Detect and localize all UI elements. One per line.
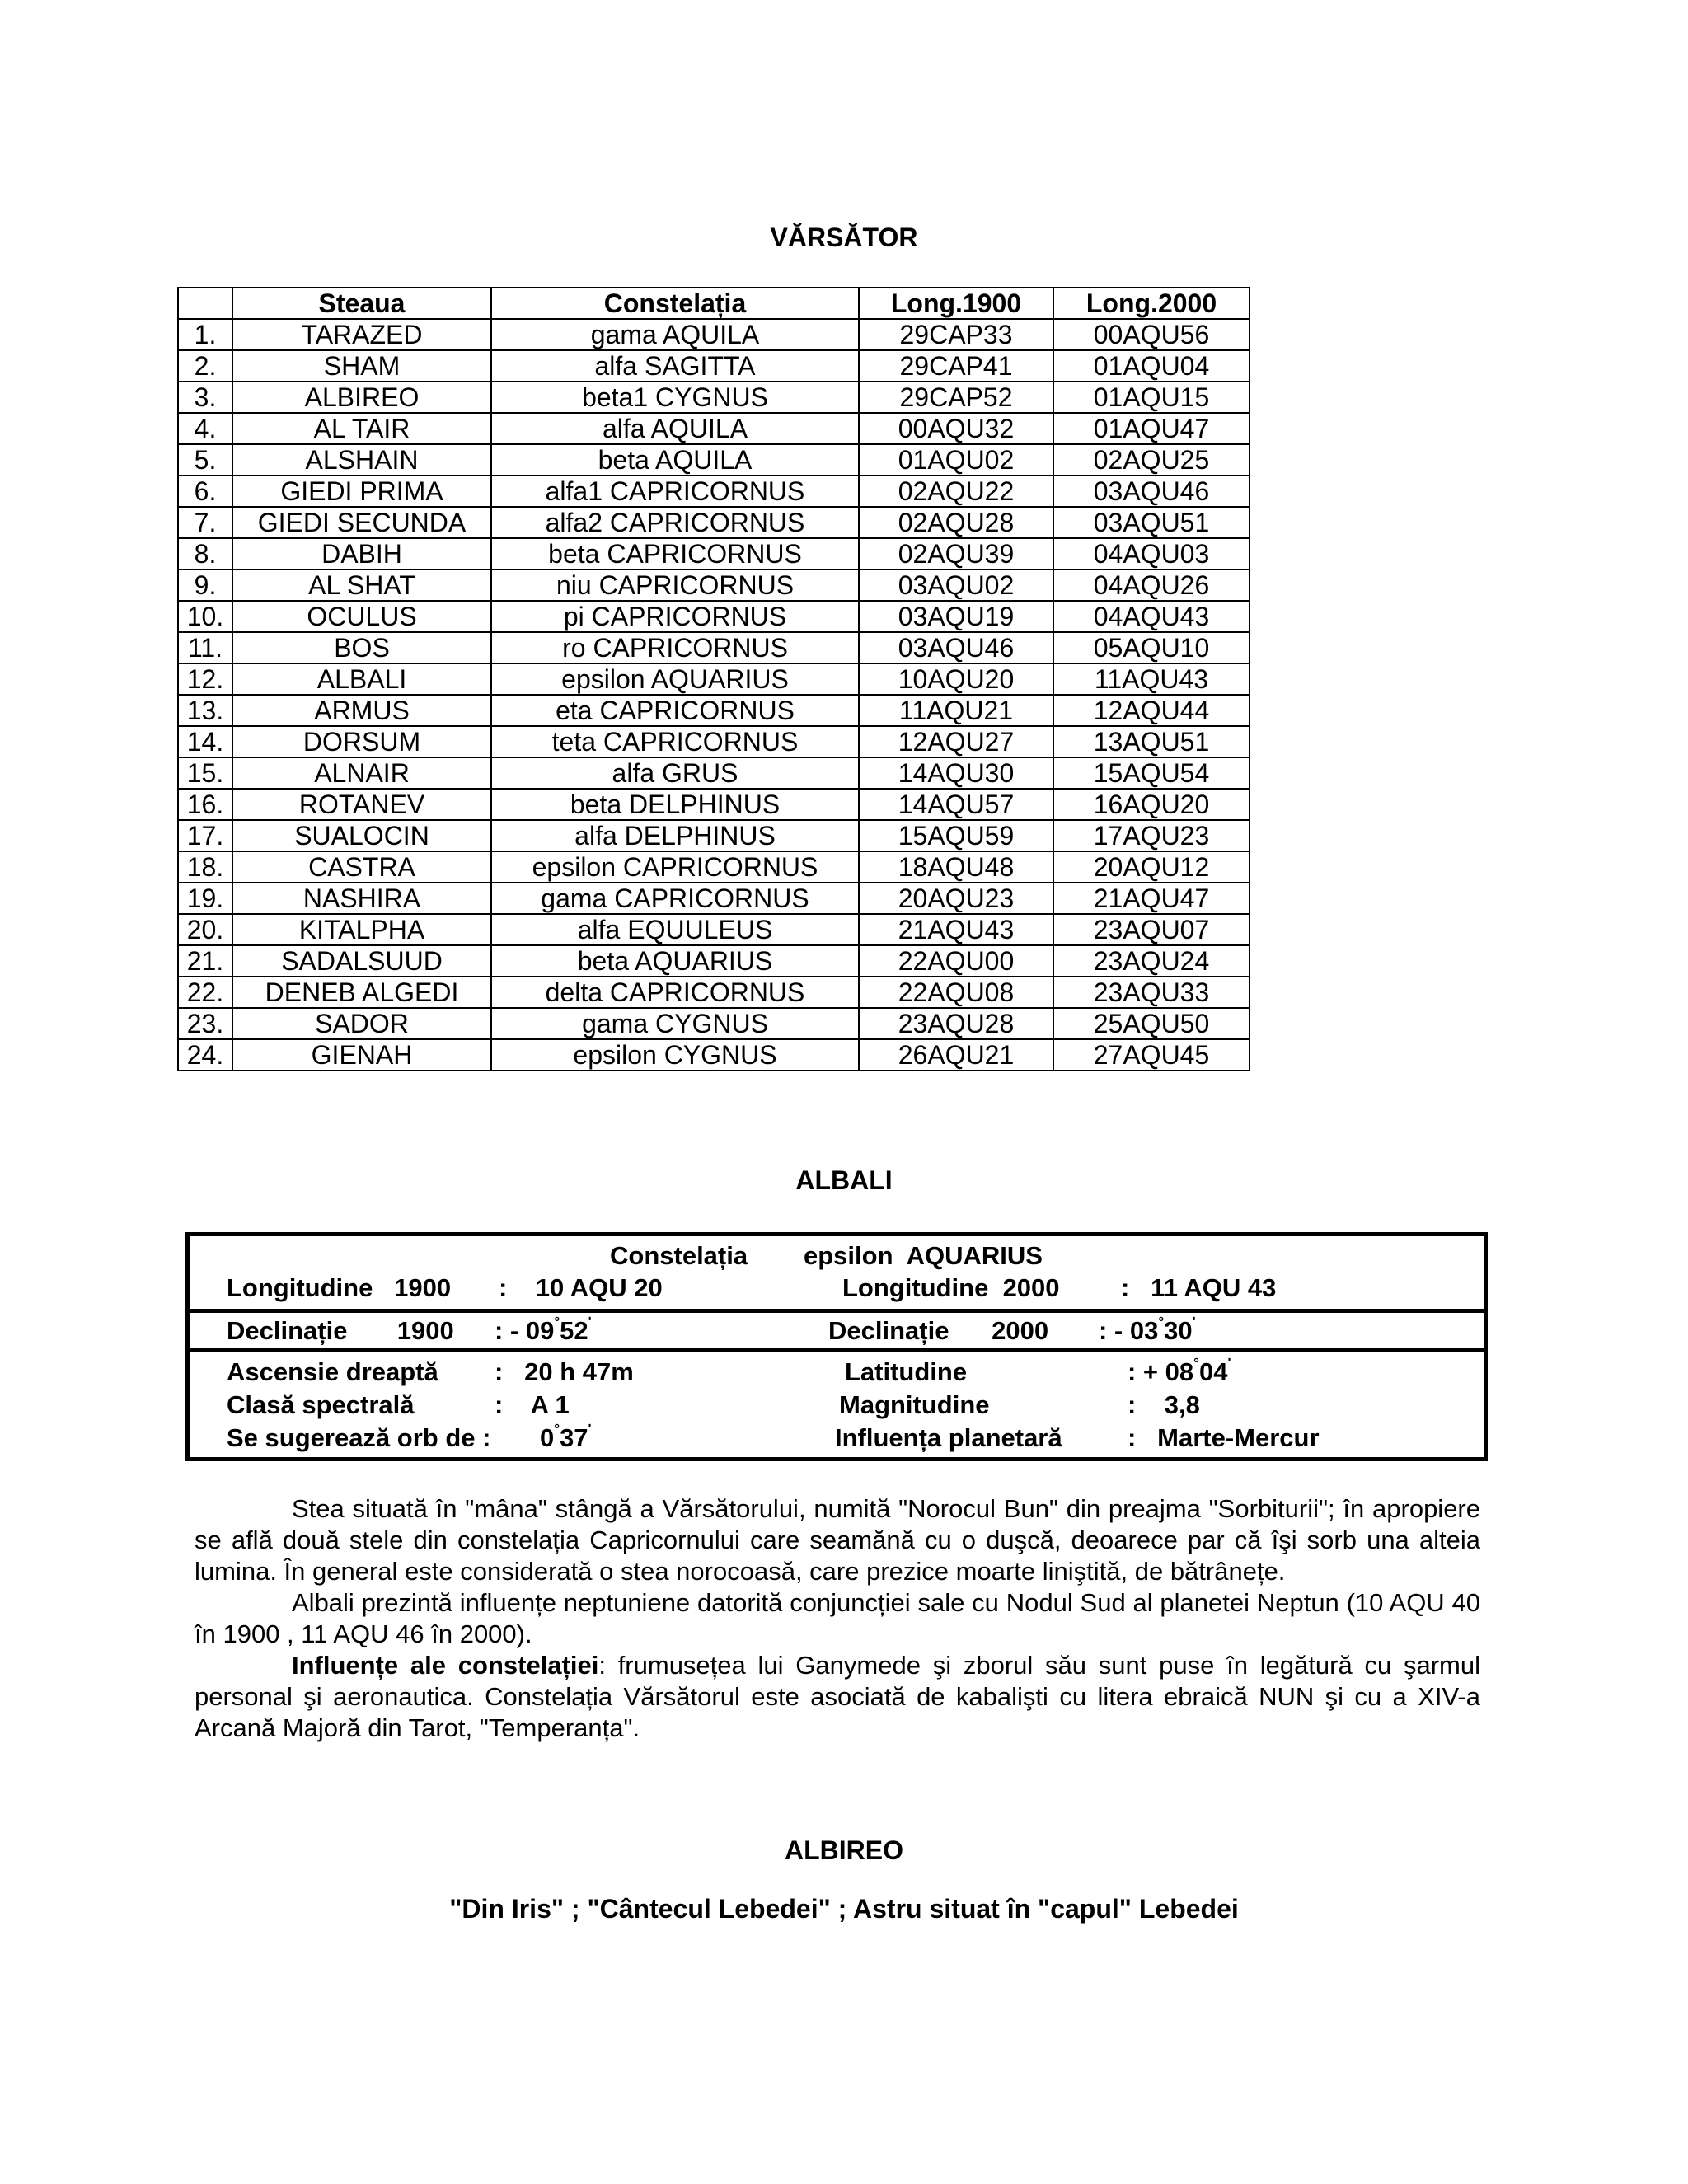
constellation-cell: alfa DELPHINUS	[491, 820, 859, 851]
row-index-cell: 21.	[178, 945, 232, 977]
long-1900-cell: 10AQU20	[859, 663, 1053, 695]
long-1900-cell: 18AQU48	[859, 851, 1053, 883]
header-long-2000: Long.2000	[1053, 288, 1250, 319]
star-name-cell: ALBIREO	[232, 382, 491, 413]
star-name-cell: AL SHAT	[232, 569, 491, 601]
table-row	[178, 695, 1250, 726]
degree-symbol: °	[1193, 1355, 1199, 1371]
star-name-cell: SHAM	[232, 350, 491, 382]
albali-title: ALBALI	[795, 1165, 893, 1195]
magnitude-value: : 3,8	[1128, 1390, 1200, 1419]
table-row	[178, 350, 1250, 382]
paragraph-1: Stea situată în "mâna" stângă a Vărsătorului, numită "Norocul Bun" din preajma "Sorbiturii"; în apropiere se află două stele din constelația Capricornului care seamănă cu o duşcă, deoarece par că îşi sorb una alteia lumina. În general este considerată o stea norocoasă, care prezice moarte liniştită, de bătrânețe.	[195, 1494, 1480, 1586]
constellation-cell: beta1 CYGNUS	[491, 382, 859, 413]
constellation-cell: alfa1 CAPRICORNUS	[491, 476, 859, 507]
long-1900-cell: 22AQU00	[859, 945, 1053, 977]
constellation-cell: epsilon AQUARIUS	[491, 663, 859, 695]
constellation-cell: eta CAPRICORNUS	[491, 695, 859, 726]
long-2000-cell: 02AQU25	[1053, 444, 1250, 476]
magnitude-label: Magnitudine	[839, 1390, 990, 1419]
row-index-cell: 2.	[178, 350, 232, 382]
table-row	[178, 757, 1250, 789]
planet-influence-label: Influența planetară	[835, 1423, 1062, 1452]
paragraph-3	[195, 1650, 1480, 1744]
star-name-cell: DORSUM	[232, 726, 491, 757]
constellation-cell: alfa SAGITTA	[491, 350, 859, 382]
row-index-cell: 17.	[178, 820, 232, 851]
star-name-cell: ALBALI	[232, 663, 491, 695]
long-2000-cell: 04AQU43	[1053, 601, 1250, 632]
table-row	[178, 382, 1250, 413]
table-row	[178, 726, 1250, 757]
long-1900-cell: 03AQU02	[859, 569, 1053, 601]
long-2000-cell: 03AQU46	[1053, 476, 1250, 507]
long-1900-cell: 02AQU39	[859, 538, 1053, 569]
constellation-cell: epsilon CAPRICORNUS	[491, 851, 859, 883]
constellation-cell: gama CAPRICORNUS	[491, 883, 859, 914]
star-name-cell: ALNAIR	[232, 757, 491, 789]
header-index	[178, 288, 232, 319]
long-1900-cell: 21AQU43	[859, 914, 1053, 945]
table-row	[178, 632, 1250, 663]
star-name-cell: GIENAH	[232, 1039, 491, 1071]
row-index-cell: 4.	[178, 413, 232, 444]
constellation-cell: beta DELPHINUS	[491, 789, 859, 820]
row-index-cell: 9.	[178, 569, 232, 601]
constellation-cell: gama AQUILA	[491, 319, 859, 350]
spectral-value: : A 1	[495, 1390, 570, 1419]
long-1900-cell: 01AQU02	[859, 444, 1053, 476]
table-row	[178, 945, 1250, 977]
long-2000-cell: 01AQU47	[1053, 413, 1250, 444]
long-2000-cell: 23AQU07	[1053, 914, 1250, 945]
star-name-cell: SADOR	[232, 1008, 491, 1039]
long-1900-cell: 20AQU23	[859, 883, 1053, 914]
row-index-cell: 8.	[178, 538, 232, 569]
long-2000-cell: 27AQU45	[1053, 1039, 1250, 1071]
long-1900-cell: 03AQU19	[859, 601, 1053, 632]
constellation-label: Constelația	[610, 1241, 748, 1270]
long-2000-cell: 17AQU23	[1053, 820, 1250, 851]
header-constellation: Constelația	[491, 288, 859, 319]
constellation-cell: beta CAPRICORNUS	[491, 538, 859, 569]
divider	[190, 1309, 1484, 1313]
minute-symbol: ʹ	[588, 1421, 592, 1437]
star-name-cell: CASTRA	[232, 851, 491, 883]
long-1900-label: Longitudine 1900	[227, 1273, 452, 1302]
albireo-subtitle: "Din Iris" ; "Cântecul Lebedei" ; Astru situat în "capul" Lebedei	[449, 1894, 1239, 1924]
long-2000-label: Longitudine 2000	[842, 1273, 1060, 1302]
constellation-cell: alfa EQUULEUS	[491, 914, 859, 945]
decl-2000-minutes: 30	[1164, 1316, 1193, 1345]
long-1900-cell: 11AQU21	[859, 695, 1053, 726]
decl-2000-value: : - 03	[1099, 1316, 1159, 1345]
long-2000-cell: 25AQU50	[1053, 1008, 1250, 1039]
table-header-row	[178, 288, 1250, 319]
long-2000-cell: 20AQU12	[1053, 851, 1250, 883]
constellation-cell: niu CAPRICORNUS	[491, 569, 859, 601]
orb	[540, 1423, 592, 1453]
decl-2000-label: Declinație 2000	[828, 1316, 1049, 1345]
long-1900-value: : 10 AQU 20	[499, 1273, 663, 1302]
long-2000-cell: 05AQU10	[1053, 632, 1250, 663]
table-row	[178, 1008, 1250, 1039]
long-2000-cell: 04AQU03	[1053, 538, 1250, 569]
star-name-cell: SUALOCIN	[232, 820, 491, 851]
long-1900-cell: 23AQU28	[859, 1008, 1053, 1039]
row-index-cell: 24.	[178, 1039, 232, 1071]
row-index-cell: 19.	[178, 883, 232, 914]
constellation-cell: alfa2 CAPRICORNUS	[491, 507, 859, 538]
spectral-label: Clasă spectrală	[227, 1390, 415, 1419]
long-1900-cell: 26AQU21	[859, 1039, 1053, 1071]
constellation-value: epsilon AQUARIUS	[804, 1241, 1043, 1270]
long-1900-cell: 29CAP41	[859, 350, 1053, 382]
star-name-cell: AL TAIR	[232, 413, 491, 444]
long-1900-cell: 00AQU32	[859, 413, 1053, 444]
table-row	[178, 569, 1250, 601]
minute-symbol: ʹ	[1192, 1314, 1196, 1330]
table-row	[178, 601, 1250, 632]
row-index-cell: 23.	[178, 1008, 232, 1039]
long-1900-cell: 12AQU27	[859, 726, 1053, 757]
albireo-title: ALBIREO	[785, 1835, 903, 1865]
row-index-cell: 7.	[178, 507, 232, 538]
albali-description	[195, 1493, 1480, 1744]
orb-value: 0	[540, 1423, 555, 1452]
star-name-cell: TARAZED	[232, 319, 491, 350]
star-name-cell: SADALSUUD	[232, 945, 491, 977]
row-index-cell: 11.	[178, 632, 232, 663]
constellation-cell: ro CAPRICORNUS	[491, 632, 859, 663]
table-row	[178, 319, 1250, 350]
minute-symbol: ʹ	[1227, 1355, 1231, 1371]
row-index-cell: 14.	[178, 726, 232, 757]
table-row	[178, 851, 1250, 883]
star-name-cell: DABIH	[232, 538, 491, 569]
star-name-cell: OCULUS	[232, 601, 491, 632]
minute-symbol: ʹ	[588, 1314, 592, 1330]
constellation-cell: alfa AQUILA	[491, 413, 859, 444]
long-2000-cell: 01AQU04	[1053, 350, 1250, 382]
table-row	[178, 507, 1250, 538]
paragraph-3-rest: : frumusețea lui Ganymede şi zborul său sunt puse în legătură cu şarmul personal şi aeronautica. Constelația Vărsătorul este asociată de kabalişti cu litera ebraică NUN şi cu a XIV-a Arcană Majoră din Tarot, "Temperanța".	[195, 1651, 1480, 1742]
star-name-cell: KITALPHA	[232, 914, 491, 945]
star-name-cell: GIEDI PRIMA	[232, 476, 491, 507]
star-name-cell: ALSHAIN	[232, 444, 491, 476]
long-2000-cell: 13AQU51	[1053, 726, 1250, 757]
table-row	[178, 1039, 1250, 1071]
ra-label: Ascensie dreaptă	[227, 1357, 438, 1386]
table-row	[178, 883, 1250, 914]
constellation-cell: delta CAPRICORNUS	[491, 977, 859, 1008]
latitude-label: Latitudine	[845, 1357, 968, 1386]
table-row	[178, 413, 1250, 444]
row-index-cell: 15.	[178, 757, 232, 789]
constellation-cell: beta AQUILA	[491, 444, 859, 476]
star-name-cell: ARMUS	[232, 695, 491, 726]
divider	[190, 1348, 1484, 1352]
table-row	[178, 914, 1250, 945]
decl-1900-label: Declinație 1900	[227, 1316, 454, 1345]
star-name-cell: GIEDI SECUNDA	[232, 507, 491, 538]
long-2000-cell: 23AQU33	[1053, 977, 1250, 1008]
table-row	[178, 538, 1250, 569]
constellation-cell: alfa GRUS	[491, 757, 859, 789]
degree-symbol: °	[554, 1421, 560, 1437]
row-index-cell: 6.	[178, 476, 232, 507]
constellation-cell: epsilon CYGNUS	[491, 1039, 859, 1071]
paragraph-2: Albali prezintă influențe neptuniene datorită conjuncției sale cu Nodul Sud al planetei Neptun (10 AQU 40 în 1900 , 11 AQU 46 în 2000).	[195, 1588, 1480, 1648]
decl-1900-minutes: 52	[560, 1316, 588, 1345]
ra-value: : 20 h 47m	[495, 1357, 634, 1386]
star-name-cell: DENEB ALGEDI	[232, 977, 491, 1008]
row-index-cell: 16.	[178, 789, 232, 820]
star-name-cell: ROTANEV	[232, 789, 491, 820]
long-1900-cell: 03AQU46	[859, 632, 1053, 663]
long-2000-cell: 00AQU56	[1053, 319, 1250, 350]
orb-minutes: 37	[560, 1423, 588, 1452]
long-2000-cell: 11AQU43	[1053, 663, 1250, 695]
long-2000-cell: 15AQU54	[1053, 757, 1250, 789]
long-1900-cell: 15AQU59	[859, 820, 1053, 851]
constellation-cell: beta AQUARIUS	[491, 945, 859, 977]
header-star: Steaua	[232, 288, 491, 319]
row-index-cell: 20.	[178, 914, 232, 945]
row-index-cell: 18.	[178, 851, 232, 883]
latitude-minutes: 04	[1198, 1357, 1228, 1386]
long-1900-cell: 14AQU30	[859, 757, 1053, 789]
orb-label: Se sugerează orb de :	[227, 1423, 491, 1452]
long-1900-cell: 14AQU57	[859, 789, 1053, 820]
section-title: VĂRSĂTOR	[770, 223, 918, 252]
decl-2000	[1099, 1316, 1196, 1346]
table-row	[178, 663, 1250, 695]
row-index-cell: 22.	[178, 977, 232, 1008]
header-long-1900: Long.1900	[859, 288, 1053, 319]
degree-symbol: °	[554, 1314, 560, 1330]
albali-info-box	[185, 1232, 1488, 1461]
row-index-cell: 13.	[178, 695, 232, 726]
row-index-cell: 1.	[178, 319, 232, 350]
long-2000-value: : 11 AQU 43	[1121, 1273, 1277, 1302]
row-index-cell: 12.	[178, 663, 232, 695]
star-name-cell: BOS	[232, 632, 491, 663]
row-index-cell: 10.	[178, 601, 232, 632]
table-row	[178, 789, 1250, 820]
table-row	[178, 444, 1250, 476]
degree-symbol: °	[1158, 1314, 1165, 1330]
long-2000-cell: 12AQU44	[1053, 695, 1250, 726]
long-1900-cell: 29CAP52	[859, 382, 1053, 413]
long-1900-cell: 22AQU08	[859, 977, 1053, 1008]
long-2000-cell: 21AQU47	[1053, 883, 1250, 914]
latitude-value: : + 08	[1128, 1357, 1194, 1386]
star-name-cell: NASHIRA	[232, 883, 491, 914]
long-2000-cell: 03AQU51	[1053, 507, 1250, 538]
long-2000-cell: 23AQU24	[1053, 945, 1250, 977]
table-row	[178, 820, 1250, 851]
long-1900-cell: 02AQU22	[859, 476, 1053, 507]
table-row	[178, 476, 1250, 507]
constellation-cell: gama CYGNUS	[491, 1008, 859, 1039]
decl-1900-value: : - 09	[495, 1316, 555, 1345]
constellation-cell: teta CAPRICORNUS	[491, 726, 859, 757]
row-index-cell: 5.	[178, 444, 232, 476]
long-2000-cell: 01AQU15	[1053, 382, 1250, 413]
table-row	[178, 977, 1250, 1008]
long-2000-cell: 16AQU20	[1053, 789, 1250, 820]
planet-influence-value: : Marte-Mercur	[1128, 1423, 1320, 1452]
long-2000-cell: 04AQU26	[1053, 569, 1250, 601]
long-1900-cell: 29CAP33	[859, 319, 1053, 350]
decl-1900	[495, 1316, 592, 1346]
constellation-cell: pi CAPRICORNUS	[491, 601, 859, 632]
long-1900-cell: 02AQU28	[859, 507, 1053, 538]
paragraph-3-bold: Influențe ale constelației	[292, 1651, 599, 1680]
row-index-cell: 3.	[178, 382, 232, 413]
latitude	[1128, 1357, 1231, 1387]
stars-table	[177, 287, 1250, 1071]
